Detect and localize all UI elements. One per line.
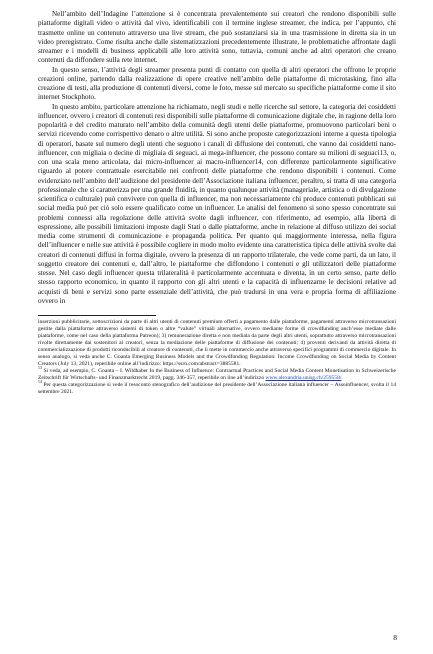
footnote-13-link[interactable]: www.alexandria.unisg.ch/259558/ — [265, 375, 342, 382]
footnotes — [38, 319, 396, 397]
footnote-14-number: 14 — [38, 380, 42, 385]
footnote-14 — [38, 382, 396, 396]
footnote-14-text: Per questa categorizzazione si vede il resoconto stenografico dell’audizione del presidente dell’Associazione italiana influencer – Assoinfluencer, svolta il 14 settembre 2021. — [38, 382, 396, 396]
footnote-continued: inserzioni pubblicitarie, sottoscrizioni da parte di altri utenti di contenuti premium offerti a pagamento dalle piattaforme, pagamenti attraverso microtransazioni gestite dalla piattaforme attraverso sistemi di token o altre “valute” virtuali alternative, ovvero mediante forme di crowdfunding anch’esse mediate dalle piattaforme, come nel caso della piattaforma Patreon); 3) remunerazione diretta e non mediata da parte degli altri utenti, soprattutto attraverso microtransazioni rivolte direttamente dai sostenitori ai creatori, senza la mediazione delle piattaforme di diffusione dei contenuti; 4) proventi derivanti da attività diretta di commercializzazione di prodotti riconducibili al creatore di contenuti, che li mette in commercio anche attraverso specifici programmi di commercio digitale. In senso analogo, si veda anche C. Goanta Emerging Business Models and the Crowdfunding Regulation: Income Crowdfunding on Social Media by Content Creators (July 13, 2021), reperibile online all’indirizzo: https://ssrn.com/abstract=3885581. — [38, 319, 396, 368]
paragraph-2: In questo senso, l’attività degli streamer presenta punti di contatto con quella di altri operatori che offrono le proprie creazioni online, partendo dalla realizzazione di opere creative nell’ambito delle piattaforme di microtasking, fino alla creazione di testi, alla produzione di contenuti diversi, come le foto, messe sul mercato su specifiche piattaforme come il sito internet Stockphoto. — [38, 65, 396, 102]
paragraph-3: In questo ambito, particolare attenzione ha richiamato, negli studi e nelle ricerche sul settore, la categoria dei cosiddetti influencer, ovvero i creatori di contenuti resi disponibili sulle piattaforme di comunicazione digitale che, in ragione della loro popolarità e del credito maturato nell’ambito della comunità degli utenti delle piattaforme, promuovono particolari beni o servizi ricevendo come corrispettivo denaro o altre utilità. Si sono anche proposte categorizzazioni interne a questa tipologia di operatori, basate sul numero degli utenti che seguono i canali di diffusione dei contenuti, che vanno dai cosiddetti nano-influencer, con migliaia o decine di migliaia di seguaci, ai mega-influencer, che possono contare su milioni di seguaci13, o, con una scala meno articolata, dai micro-influencer ai macro-influencer14, con differenze particolarmente significative riguardo al potere contrattuale esercitabile nei confronti delle piattaforme che rendono disponibili i contenuti. Come evidenziato nell’ambito dell’audizione del presidente dell’Associazione italiana influencer, peraltro, si tratta di una categoria professionale che si caratterizza per una grande fluidità, in quanto qualunque attività (manageriale, artistica o di divulgazione scientifica o culturale) può convivere con quella di influencer, ma non necessariamente chi produce contenuti pubblicati sui social media può per ciò solo essere qualificato come un influencer. Le analisi del fenomeno si sono spesso concentrate sui problemi connessi alla regolazione delle attività svolte dagli influencer, con riferimento, ad esempio, alla libertà di espressione, alle possibili limitazioni imposte dagli Stati o dalle piattaforme, anche in relazione al diffuso utilizzo dei social media come strumenti di comunicazione e propaganda politica. Per quanto qui maggiormente interessa, nella figura dell’influencer e nelle sue attività è possibile cogliere in modo molto evidente una caratteristica tipica delle attività svolte dai creatori di contenuti diffusi in forma digitale, ovvero la presenza di un rapporto trilaterale, che vede come parti, da un lato, il soggetto creatore dei contenuti e, dall’altro, le piattaforme che diffondono i contenuti e gli utilizzatori delle piattaforme stesse. Nel caso degli influencer questa trilateralità è particolarmente accentuata e diventa, in un certo senso, parte dello stesso rapporto economico, in quanto il rapporto con gli altri utenti e la capacità di influenzarne le decisioni relative ad acquisti di beni e servizi sono parte essenziale dell’attività, che può tradursi in una vera e propria forma di affiliazione ovvero in — [38, 102, 397, 305]
footnote-13-end: . — [341, 375, 343, 382]
footnote-separator — [38, 315, 156, 316]
page-number: 8 — [393, 633, 397, 642]
document-page — [38, 10, 396, 646]
footnote-13-number: 13 — [38, 366, 42, 371]
paragraph-1: Nell’ambito dell’Indagine l’attenzione si è concentrata prevalentemente sui creatori che rendono disponibili sulle piattaforme digitali video o attività dal vivo, identificabili con il termine inglese streamer, che indica, per l’appunto, chi trasmette online un contenuto attraverso una live stream, che può sostanziarsi sia in una trasmissione in diretta sia in un video preregistrato. Come risulta anche dalle sistematizzazioni precedentemente illustrate, le problematiche affrontate dagli streamer e i modelli di business applicabili alle loro attività sono, tuttavia, comuni anche ad altri operatori che creano contenuti da diffondere sulla rete internet. — [38, 10, 396, 65]
main-text — [38, 10, 396, 306]
footnote-13 — [38, 368, 396, 382]
footnote-13-text: Si veda, ad esempio, C. Goanta – I. Wildhaber In the Business of Influence: Contractual Practices and Social Media Content Monetisation in Schweizerische Zeitschrift für Wirtschafts- und Finanzmarktrecht 2019, pagg. 346-357, reperibile on line all’indirizzo — [38, 368, 396, 382]
